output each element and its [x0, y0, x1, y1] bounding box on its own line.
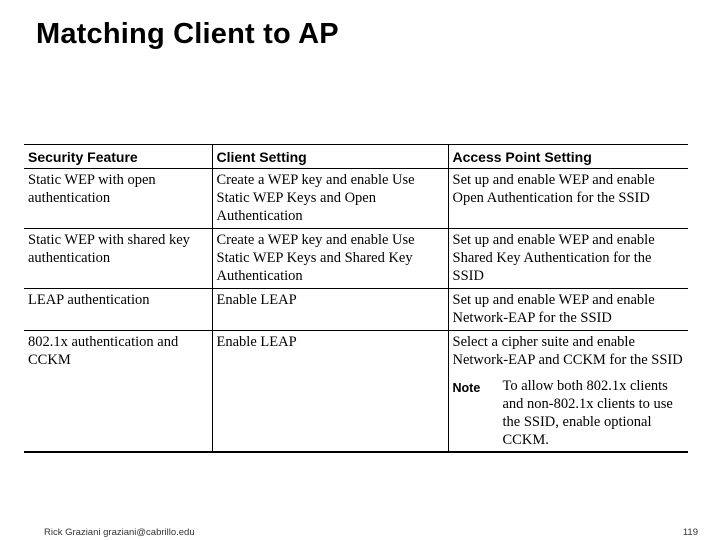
table-row — [24, 169, 688, 229]
cell-client-setting: Create a WEP key and enable Use Static WEP Keys and Shared Key Authentication — [212, 229, 448, 289]
header-client-setting: Client Setting — [212, 145, 448, 169]
cell-security-feature: Static WEP with open authentication — [24, 169, 212, 229]
cell-client-setting: Enable LEAP — [212, 289, 448, 331]
note-text: To allow both 802.1x clients and non-802.1x clients to use the SSID, enable optional CCKM. — [502, 378, 673, 448]
cell-access-point-setting: Set up and enable WEP and enable Network-EAP for the SSID — [448, 289, 688, 331]
header-access-point-setting: Access Point Setting — [448, 145, 688, 169]
cell-security-feature: LEAP authentication — [24, 289, 212, 331]
header-security-feature: Security Feature — [24, 145, 212, 169]
table-row — [24, 289, 688, 331]
cell-access-point-text: Select a cipher suite and enable Network-EAP and CCKM for the SSID — [452, 334, 683, 368]
table-row — [24, 331, 688, 453]
security-settings-table — [24, 144, 688, 453]
page-number: 119 — [682, 527, 698, 538]
table-header-row — [24, 145, 688, 169]
note-label: Note — [452, 381, 481, 395]
cell-security-feature: Static WEP with shared key authentication — [24, 229, 212, 289]
table-row — [24, 229, 688, 289]
footer-author: Rick Graziani graziani@cabrillo.edu — [44, 527, 195, 538]
cell-access-point-setting — [448, 331, 688, 453]
cell-client-setting: Create a WEP key and enable Use Static WEP Keys and Open Authentication — [212, 169, 448, 229]
cell-access-point-setting: Set up and enable WEP and enable Shared Key Authentication for the SSID — [448, 229, 688, 289]
cell-access-point-setting: Set up and enable WEP and enable Open Authentication for the SSID — [448, 169, 688, 229]
cell-client-setting: Enable LEAP — [212, 331, 448, 453]
cell-security-feature: 802.1x authentication and CCKM — [24, 331, 212, 453]
note-block — [453, 377, 685, 449]
slide-title: Matching Client to AP — [36, 18, 339, 50]
